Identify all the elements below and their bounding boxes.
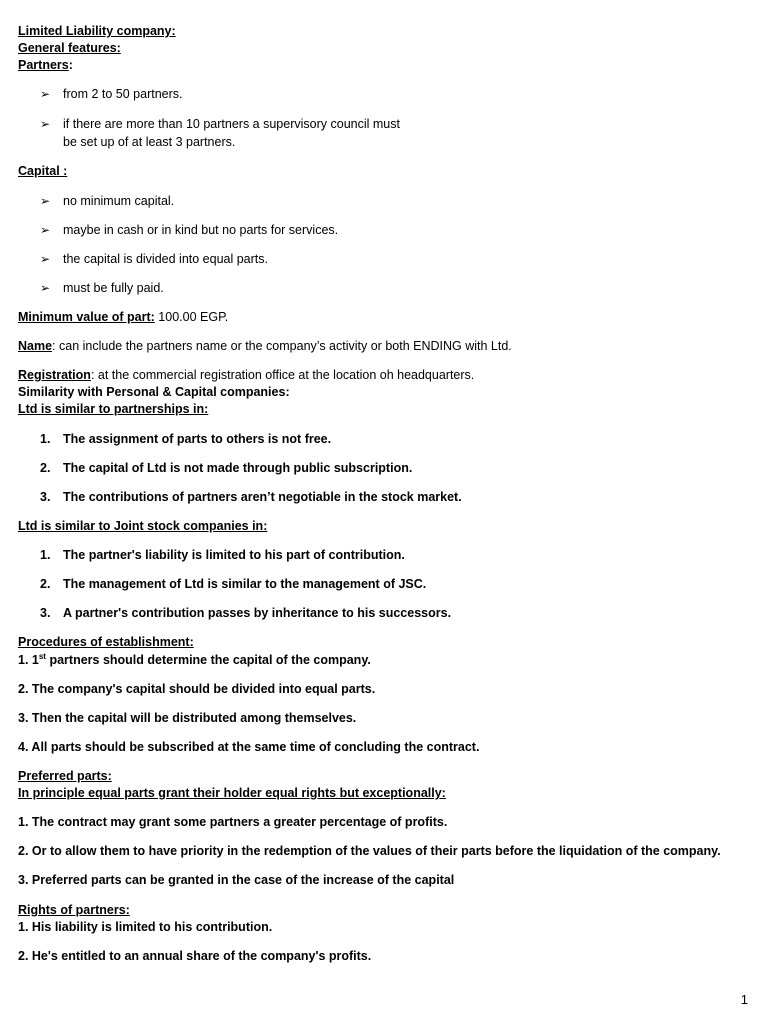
arrowhead-bullet-icon: ➢ [40,117,51,131]
preferred-subheading: In principle equal parts grant their holder equal rights but exceptionally: [18,786,446,800]
preferred-heading: Preferred parts: [18,769,112,783]
name-value: : can include the partners name or the company’s activity or both ENDING with Ltd. [52,339,512,353]
partners-heading-colon: : [68,58,73,72]
document-title: Limited Liability company: [18,24,176,38]
arrowhead-bullet-icon: ➢ [40,281,51,295]
registration-line [18,367,474,383]
min-value-line [18,309,228,325]
procedures-heading: Procedures of establishment: [18,635,194,649]
rights-item: 1. His liability is limited to his contribution. [18,920,273,934]
procedure-item: 1. 1st partners should determine the capital of the company. [18,651,371,667]
rights-item: 2. He's entitled to an annual share of the company's profits. [18,949,372,963]
partners-heading [18,57,73,73]
ltd-partnerships-heading: Ltd is similar to partnerships in: [18,402,209,416]
procedure-item: 2. The company's capital should be divided into equal parts. [18,682,376,696]
procedure-item: 3. Then the capital will be distributed among themselves. [18,711,357,725]
arrowhead-bullet-icon: ➢ [40,194,51,208]
preferred-item: 3. Preferred parts can be granted in the case of the increase of the capital [18,873,455,887]
similarity-heading: Similarity with Personal & Capital companies: [18,385,290,399]
preferred-item: 2. Or to allow them to have priority in the redemption of the values of their parts before the liquidation of the company. [18,844,721,858]
rights-heading: Rights of partners: [18,903,130,917]
capital-heading: Capital : [18,164,68,178]
min-value-label: Minimum value of part: [18,310,155,324]
name-label: Name [18,339,53,353]
general-features-heading: General features: [18,41,121,55]
preferred-item: 1. The contract may grant some partners a greater percentage of profits. [18,815,448,829]
registration-value: : at the commercial registration office at the location oh headquarters. [90,368,475,382]
page-number: 1 [740,992,748,1007]
name-line [18,338,512,354]
arrowhead-bullet-icon: ➢ [40,252,51,266]
min-value-value: 100.00 EGP. [154,310,229,324]
ltd-jsc-heading: Ltd is similar to Joint stock companies in: [18,519,268,533]
partners-heading-text: Partners [18,58,69,72]
arrowhead-bullet-icon: ➢ [40,223,51,237]
procedure-item: 4. All parts should be subscribed at the same time of concluding the contract. [18,740,480,754]
arrowhead-bullet-icon: ➢ [40,87,51,101]
registration-label: Registration [18,368,91,382]
